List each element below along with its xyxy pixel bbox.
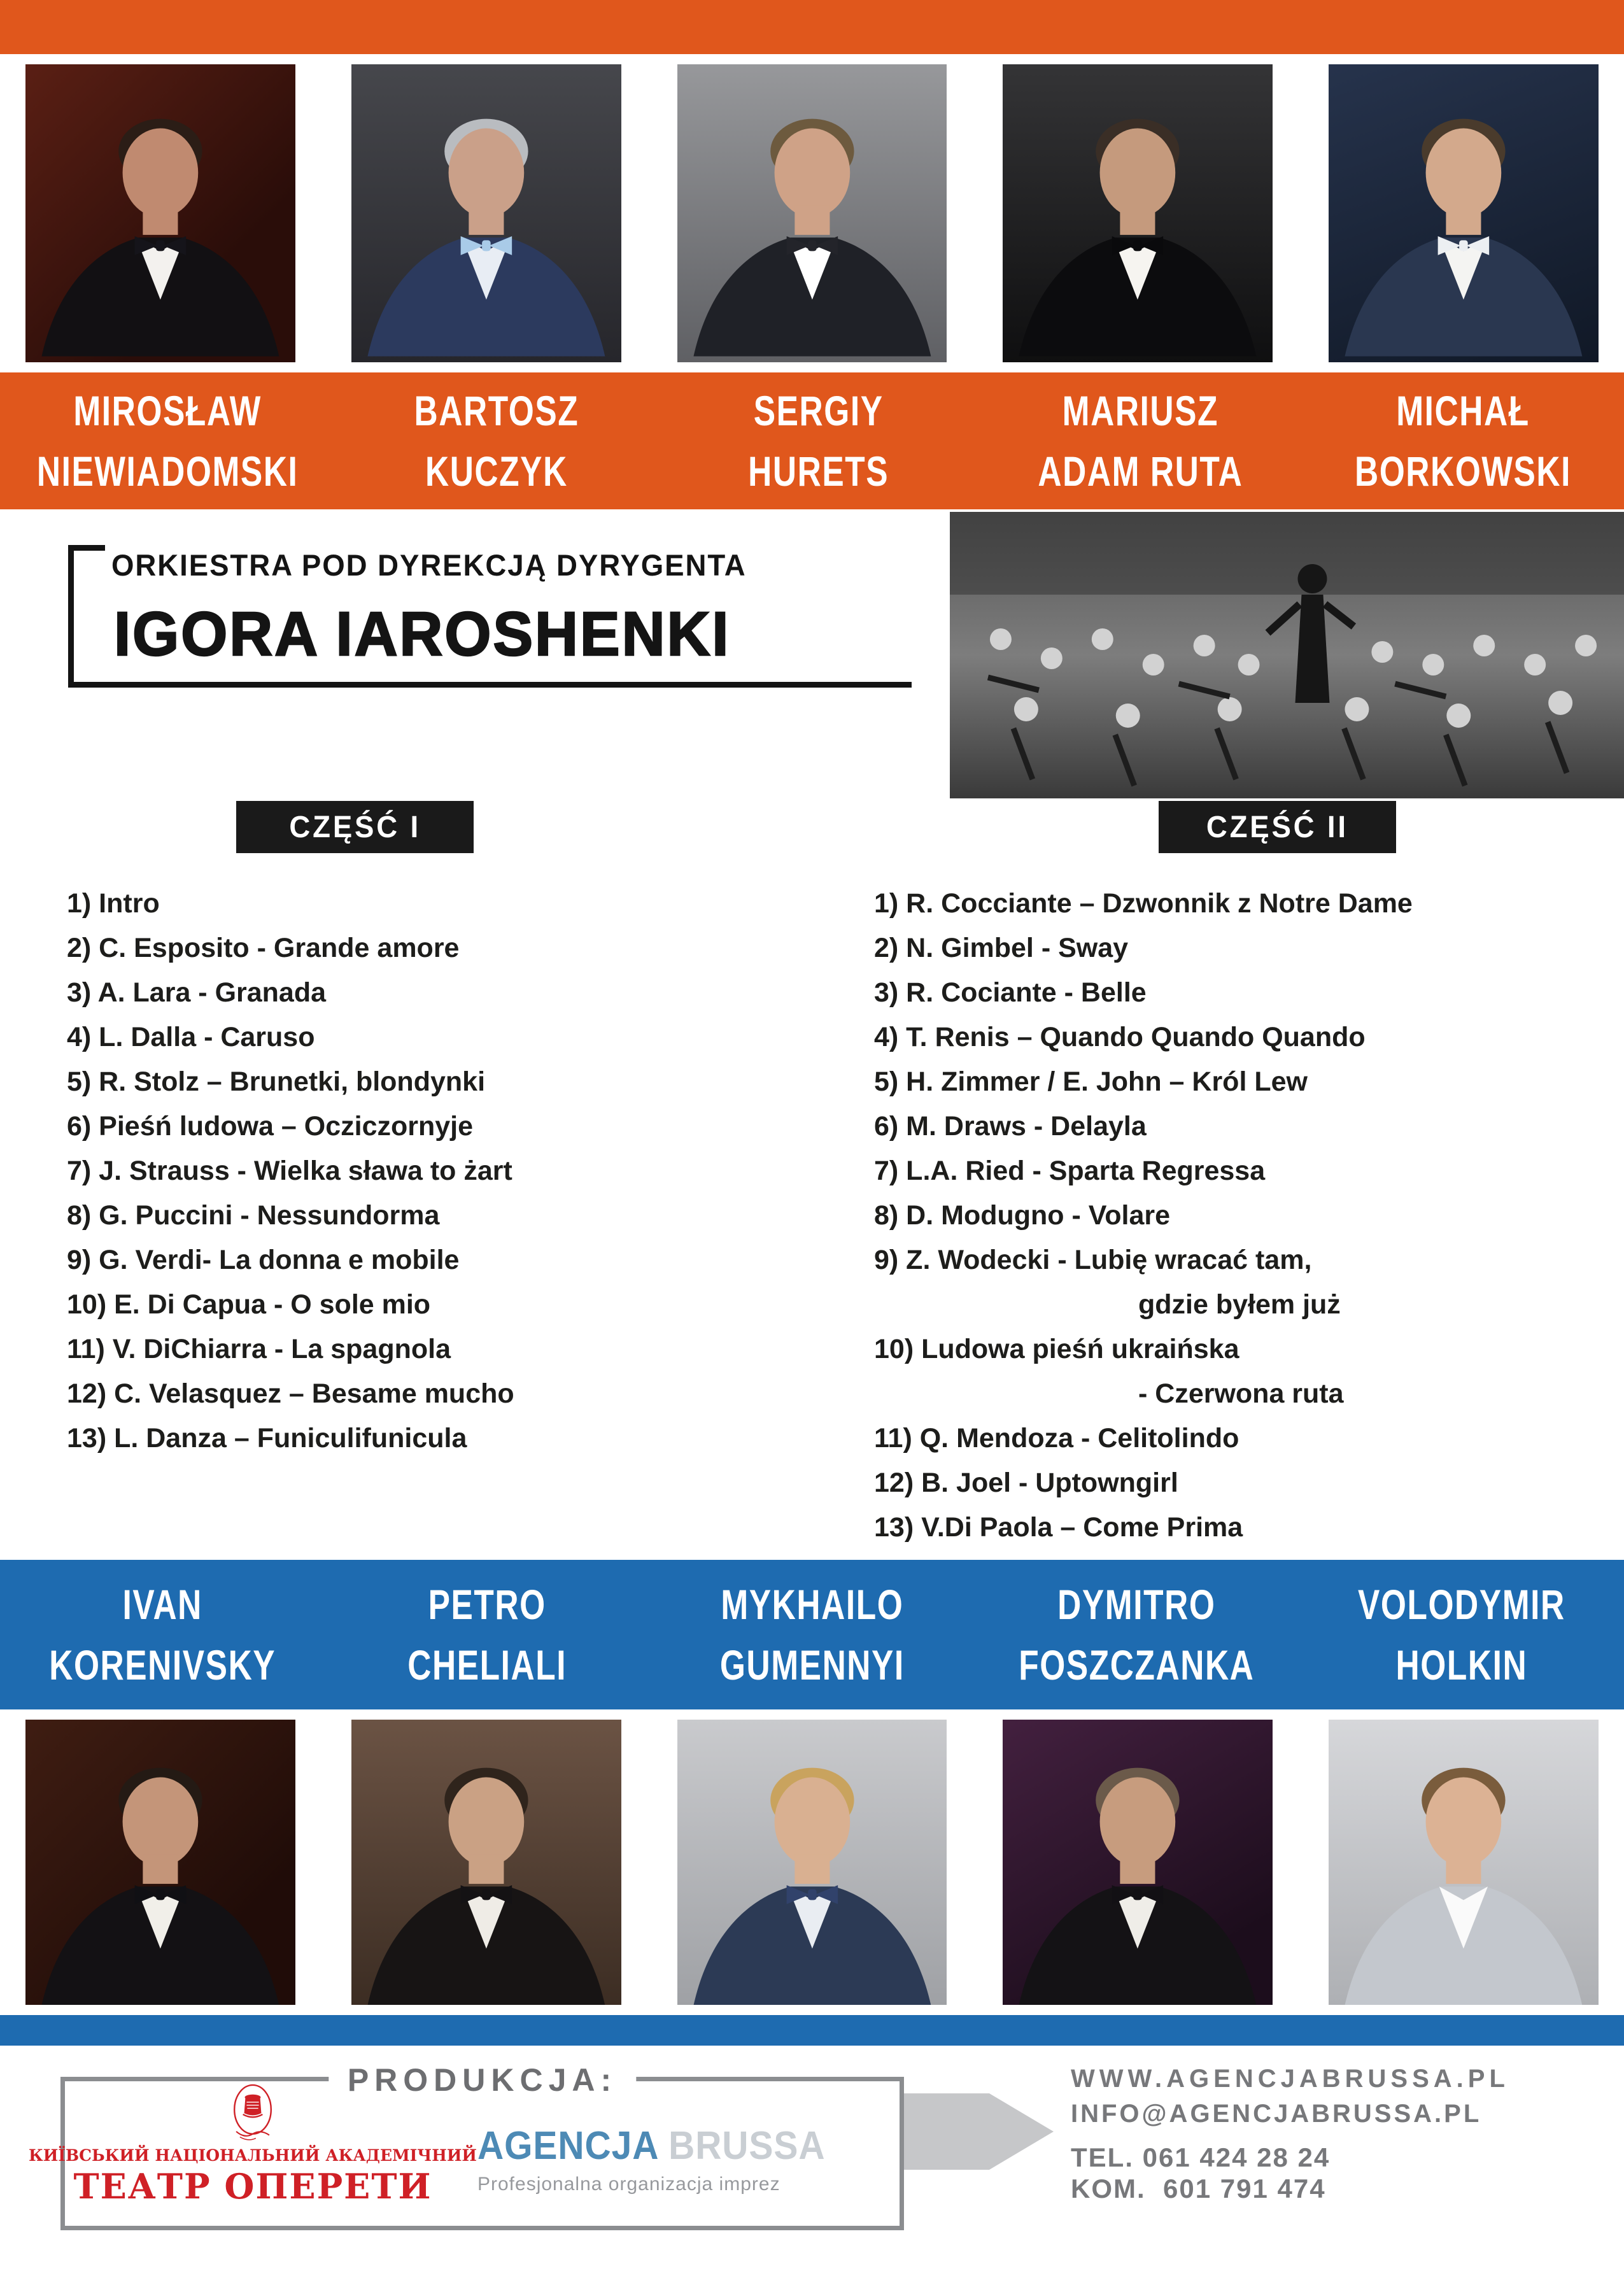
performer-name-line: HURETS	[748, 447, 889, 495]
performer-name-line: HOLKIN	[1395, 1641, 1528, 1688]
singer-silhouette-icon	[1329, 64, 1599, 362]
performer-name	[975, 1560, 1299, 1709]
part2-header	[1159, 801, 1396, 853]
arrow-right-icon	[904, 2093, 1054, 2170]
singer-silhouette-icon	[25, 1720, 295, 2005]
performer-name-line: MARIUSZ	[1063, 386, 1219, 434]
theatre-name-line1: КИЇВСЬКИЙ НАЦІОНАЛЬНИЙ АКАДЕМІЧНИЙ	[28, 2146, 477, 2165]
conductor-title-block	[68, 545, 912, 688]
bottom-photo-row	[0, 1709, 1624, 2015]
produkcja-label: PRODUKCJA:	[328, 2061, 636, 2099]
performer-name	[0, 372, 335, 509]
program-item: 9) G. Verdi- La donna e mobile	[67, 1245, 460, 1275]
photo-ivan-korenivsky	[25, 1720, 295, 2005]
operetta-theatre-logo	[28, 2084, 477, 2207]
program-item: 5) H. Zimmer / E. John – Król Lew	[874, 1066, 1308, 1097]
performer-name-line: VOLODYMIR	[1358, 1580, 1565, 1628]
performer-name	[649, 1560, 974, 1709]
top-names-band	[0, 372, 1624, 509]
singer-silhouette-icon	[677, 64, 947, 362]
program-item: 4) L. Dalla - Caruso	[67, 1022, 315, 1052]
frame-tick	[68, 545, 105, 551]
agency-name	[477, 2123, 825, 2168]
program-item: 5) R. Stolz – Brunetki, blondynki	[67, 1066, 486, 1097]
performer-name-line: BARTOSZ	[414, 386, 579, 434]
program-item: 7) L.A. Ried - Sparta Regressa	[874, 1156, 1266, 1186]
program-item-continuation: gdzie byłem już	[1138, 1289, 1341, 1320]
conductor-name: IGORA IAROSHENKI	[114, 599, 731, 669]
performer-name-line: FOSZCZANKA	[1019, 1641, 1255, 1688]
orchestra-kicker-text: ORKIESTRA POD DYREKCJĄ DYRYGENTA	[111, 548, 747, 582]
performer-name	[1302, 372, 1624, 509]
website-text: WWW.AGENCJABRUSSA.PL	[1071, 2065, 1509, 2093]
program-item: 7) J. Strauss - Wielka sława to żart	[67, 1156, 512, 1186]
theatre-name-line2: ТЕАТР ОПЕРЕТИ	[73, 2166, 432, 2207]
photo-volodymir-holkin	[1329, 1720, 1599, 2005]
program-item: 4) T. Renis – Quando Quando Quando	[874, 1022, 1366, 1052]
email-text: INFO@AGENCJABRUSSA.PL	[1071, 2100, 1482, 2128]
program-item: 12) B. Joel - Uptowngirl	[874, 1468, 1178, 1498]
photo-michal-borkowski	[1329, 64, 1599, 362]
performer-name-line: KORENIVSKY	[49, 1641, 276, 1688]
singer-silhouette-icon	[351, 1720, 621, 2005]
program-item: 6) Pieśń ludowa – Ocziczornyje	[67, 1111, 474, 1142]
program-item: 2) C. Esposito - Grande amore	[67, 933, 460, 963]
photo-mykhailo-gumennyi	[677, 1720, 947, 2005]
performer-name	[325, 1560, 649, 1709]
singer-silhouette-icon	[1329, 1720, 1599, 2005]
program-item-continuation: - Czerwona ruta	[1138, 1378, 1344, 1409]
performer-name-line: IVAN	[122, 1580, 202, 1628]
part2-list	[874, 881, 1413, 1550]
mobile-text: KOM. 601 791 474	[1071, 2174, 1326, 2204]
performer-name	[1299, 1560, 1624, 1709]
program-item: 8) G. Puccini - Nessundorma	[67, 1200, 440, 1231]
part1-header	[236, 801, 474, 853]
part1-title: CZĘŚĆ I	[289, 810, 421, 844]
photo-sergiy-hurets	[677, 64, 947, 362]
program-item: 12) C. Velasquez – Besame mucho	[67, 1378, 514, 1409]
program-item: 13) L. Danza – Funiculifunicula	[67, 1423, 467, 1454]
program-item: 13) V.Di Paola – Come Prima	[874, 1512, 1243, 1543]
program-item: 11) Q. Mendoza - Celitolindo	[874, 1423, 1239, 1454]
performer-name-line: DYMITRO	[1057, 1580, 1216, 1628]
performer-name	[335, 372, 657, 509]
program-item: 10) Ludowa pieśń ukraińska	[874, 1334, 1239, 1364]
photo-mariusz-adam-ruta	[1003, 64, 1273, 362]
bottom-blue-strip	[0, 2015, 1624, 2046]
agency-word-brussa: BRUSSA	[668, 2124, 826, 2168]
orchestra-photo	[950, 512, 1624, 798]
program-item: 11) V. DiChiarra - La spagnola	[67, 1334, 451, 1364]
photo-miroslaw-niewiadomski	[25, 64, 295, 362]
program-item: 1) Intro	[67, 888, 160, 919]
singer-silhouette-icon	[351, 64, 621, 362]
photo-dymitro-foszczanka	[1003, 1720, 1273, 2005]
program-item: 3) A. Lara - Granada	[67, 977, 327, 1008]
phone-text: TEL. 061 424 28 24	[1071, 2142, 1331, 2172]
agency-tagline: Profesjonalna organizacja imprez	[477, 2174, 780, 2195]
photo-petro-cheliali	[351, 1720, 621, 2005]
performer-name-line: MIROSŁAW	[73, 386, 262, 434]
program-item: 2) N. Gimbel - Sway	[874, 933, 1129, 963]
performer-name-line: ADAM RUTA	[1038, 447, 1243, 495]
program-item: 9) Z. Wodecki - Lubię wracać tam,	[874, 1245, 1312, 1275]
singer-silhouette-icon	[25, 64, 295, 362]
orchestra-scene-icon	[950, 512, 1624, 798]
bottom-names-band	[0, 1560, 1624, 1709]
performer-name	[0, 1560, 325, 1709]
top-orange-bar	[0, 0, 1624, 54]
performer-name	[980, 372, 1302, 509]
part2-title: CZĘŚĆ II	[1206, 810, 1348, 844]
production-box	[28, 2062, 904, 2230]
singer-silhouette-icon	[1003, 1720, 1273, 2005]
program-item: 10) E. Di Capua - O sole mio	[67, 1289, 431, 1320]
program-item: 8) D. Modugno - Volare	[874, 1200, 1171, 1231]
performer-name	[658, 372, 980, 509]
performer-name-line: GUMENNYI	[719, 1641, 905, 1688]
performer-name-line: MYKHAILO	[720, 1580, 904, 1628]
program-item: 3) R. Cociante - Belle	[874, 977, 1147, 1008]
top-photo-row	[0, 54, 1624, 372]
singer-silhouette-icon	[1003, 64, 1273, 362]
photo-bartosz-kuczyk	[351, 64, 621, 362]
performer-name-line: PETRO	[428, 1580, 546, 1628]
part1-list	[67, 881, 514, 1461]
program-item: 1) R. Cocciante – Dzwonnik z Notre Dame	[874, 888, 1413, 919]
agency-word-agencja: AGENCJA	[477, 2124, 660, 2168]
program-item: 6) M. Draws - Delayla	[874, 1111, 1147, 1142]
performer-name-line: NIEWIADOMSKI	[36, 447, 299, 495]
singer-silhouette-icon	[677, 1720, 947, 2005]
performer-name-line: BORKOWSKI	[1354, 447, 1571, 495]
agencja-brussa-logo	[477, 2123, 856, 2195]
performer-name-line: SERGIY	[753, 386, 884, 434]
performer-name-line: MICHAŁ	[1396, 386, 1530, 434]
performer-name-line: KUCZYK	[425, 447, 568, 495]
theatre-emblem-icon	[213, 2084, 293, 2145]
performer-name-line: CHELIALI	[407, 1641, 567, 1688]
